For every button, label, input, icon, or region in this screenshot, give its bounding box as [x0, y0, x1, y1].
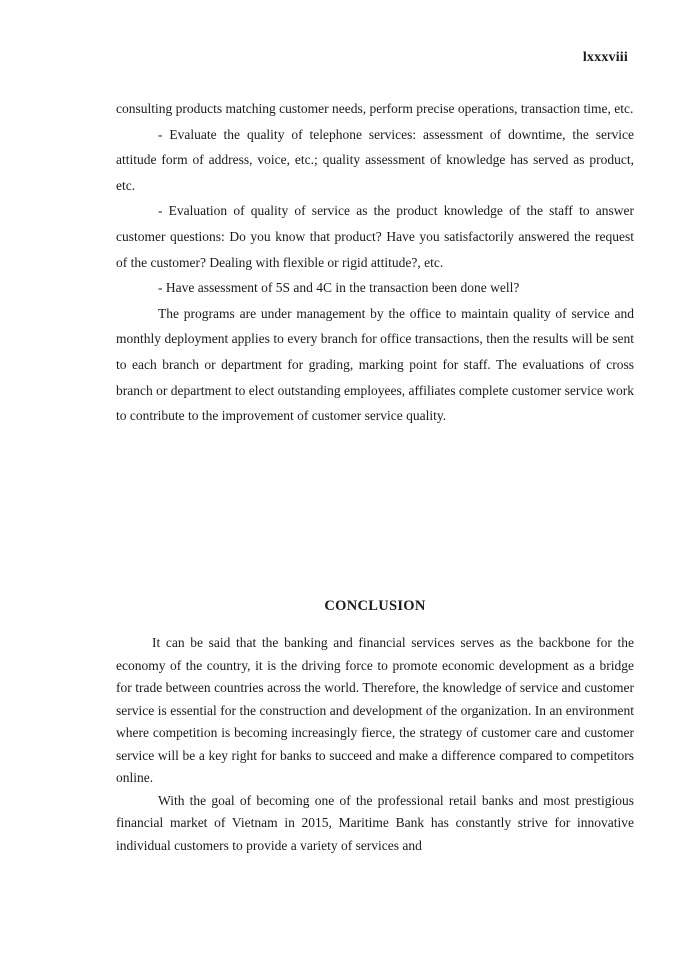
page-number: lxxxviii — [582, 50, 628, 65]
conclusion-text — [116, 632, 634, 857]
bullet-telephone-services: - Evaluate the quality of telephone services: assessment of downtime, the service attitude form of address, voice, etc.; quality assessment of knowledge has served as product, etc. — [116, 126, 634, 193]
paragraph-programs: The programs are under management by the office to maintain quality of service and monthly deployment applies to every branch for office transactions, then the results will be sent to each branch or department for grading, marking point for staff. The evaluations of cross branch or department to elect outstanding employees, affiliates complete customer service work to contribute to the improvement of customer service quality. — [116, 305, 634, 424]
conclusion-paragraph-2: With the goal of becoming one of the professional retail banks and most prestigious financial market of Vietnam in 2015, Maritime Bank has constantly strive for innovative individual customers to provide a variety of services and — [116, 792, 634, 853]
bullet-5s-4c: - Have assessment of 5S and 4C in the transaction been done well? — [158, 280, 520, 296]
conclusion-paragraph-1: It can be said that the banking and financial services serves as the backbone for the economy of the country, it is the driving force to promote economic development as a bridge for trade between countries across the world. Therefore, the knowledge of service and customer service is essential for the construction and development of the organization. In an environment where competition is becoming increasingly fierce, the strategy of customer care and customer service will be a key right for banks to succeed and make a difference compared to competitors online. — [116, 635, 634, 785]
body-text-top — [116, 96, 634, 429]
bullet-product-knowledge: - Evaluation of quality of service as the product knowledge of the staff to answer customer questions: Do you know that product? Have you satisfactorily answered the request of the customer? Dealing with flexible or rigid attitude?, etc. — [116, 203, 634, 270]
paragraph-continuation: consulting products matching customer needs, perform precise operations, transaction time, etc. — [116, 101, 634, 116]
conclusion-heading: CONCLUSION — [324, 598, 426, 614]
